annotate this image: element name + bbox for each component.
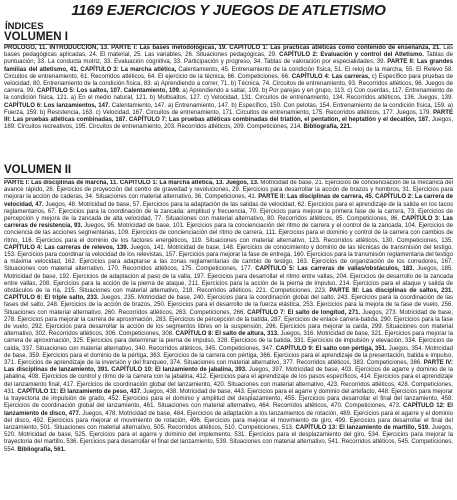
index-entry-heading: PARTE II: Las disciplinas de carrera, 45. CAPÍTULO 2: La carrera de velocidad, 47. bbox=[4, 194, 453, 208]
index-entry-text: Juegos, 189. Circuitos recreativos, 195. Circuitos de entrenamiento, 203. Recorridos atléticos, 209. Competiciones, 214. bbox=[4, 117, 453, 131]
volume-1-contents bbox=[4, 45, 453, 160]
index-entry-text: Motricidad de base, 21. Ejercicios de concienciación de la mecánica del avance rápido, 26. Ejercicios de proyección del centro de gravedad y revoluciones, 29. Ejercicios para desarrollar la acción de brazos y hombros, 31. Ejercicios para mejorar la acción de caderas, 34. Situaciones con material alternativo, 36. Competiciones, 41. bbox=[4, 180, 453, 201]
index-entry-heading: PARTE II: Las grandes familias del atletismo, 41. CAPÍTULO 3: La marcha atlética, bbox=[4, 59, 453, 73]
index-entry-heading: PARTE III: Las disciplinas de saltos, 231. CAPÍTULO 6: El triple salto, 233. bbox=[4, 288, 453, 302]
index-entry-text: Juegos, 438. Motricidad de base, 443. Ejercicios para el agarre y dominio del artefacto, 448. Ejercicios para mejorar la trayectoria de impulsión de grado, 452. Ejercicios para el dominio y amplitud del desplazamiento, 455. Ejercicios para desarrollar el final del lanzamiento, 458. Ejercicios de coordinación global del lanzamiento, 461. Situaciones con material alternativo, 464. Recorridos atléticos, 470. Competiciones, 473. bbox=[4, 388, 453, 410]
index-entry-text: Juegos, 235. Motricidad de base, 240. Ejercicios para la coordinación global del salto, 243. Ejercicios para la coordinación de las fases del salto, 248. Ejercicios de la acción de brazos, 250. Ejercicios para el desarrollo de la fuerza elástica, 253. Ejercicios para la mejora de la fase de vuelo, 256. Situaciones con material alternativo, 260. Recorridos atléticos, 263. Competiciones, 266. bbox=[4, 295, 453, 316]
index-entry-heading: CAPÍTULO 6: Los lanzamientos, 147. bbox=[4, 102, 110, 109]
index-entry-heading: Bibliografía, 221. bbox=[303, 124, 352, 131]
index-entry-text: Juegos, 273. Motricidad de base, 278. Ejercicios para mejorar la carrera de aproximación, 283. Ejercicios de percepción de la batida, 287. Ejercicios de enlace carrera-batida, 290. Ejercicios para la fase de vuelo, 292. Ejercicios para desarrollar la acción de los segmentos libres en la suspensión, 296. Ejercicios para mejorar la caída, 299. Situaciones con material alternativo, 302. Recorridos atléticos, 306. Competiciones, 308. bbox=[4, 309, 453, 338]
section-heading: ÍNDICES bbox=[5, 21, 44, 32]
index-entry-heading: CAPÍTULO 4: Las carreras de relevos, 139. bbox=[4, 244, 129, 251]
index-entry-text: Juegos, 397. Motricidad de base, 403. Ejercicios de agarre y dominio de la jabalina, 408. Ejercicios de control y ritmo de la carrera con la jabalina, 412. Ejercicios para el aprendizaje de los pasos específicos, 414. Ejercicios para el aprendizaje del lanzamiento final, 417. Ejercicios de coordinación global del lanzamiento, 420. Situaciones con material alternativo, 423. Recorridos atléticos, 428. Competiciones, 431. bbox=[4, 367, 453, 395]
index-entry-text: Juegos, 520. Motricidad de base, 525. Ejercicios para el agarre y dominio del implemento, 531. Ejercicios para el desplazamiento del giro, 534. Ejercicios para mejorar la trayectoria del martillo, 536. Ejercicios para desarrollar el final del lanzamiento, 539. Situaciones con material alternativo, 541. Recorridos atléticos, 545. Competiciones, 554. bbox=[4, 424, 453, 453]
index-entry-heading: PARTE I: Las disciplinas de marcha, 11. CAPÍTULO 1: La marcha atlética, 13. Juegos, 13. bbox=[4, 180, 259, 186]
index-entry-heading: PARTE IV: Las disciplinas de lanzamiento, 391. CAPÍTULO 10: El lanzamiento de jabalina, 393. bbox=[4, 360, 453, 374]
index-entry-text: Tablas de puntuación, 33. La conducta motriz, 33. Evaluación cognitiva, 33. Participación y progreso, 34. Tablas de valoración por especialidades, 39. bbox=[4, 52, 453, 66]
index-entry-text: Juegos, 48. Motricidad de base, 57. Ejercicios para la adaptación de las salidas de velocidad, 62. Ejercicios para el aprendizaje de la salida en los tacos reglamentarios, 67. Ejercicios para la coordinación de la zancada: amplitud y frecuencia, 70. Ejercicios para mejorar la primera fase de la carrera, 73. Ejercicios de percepción y mejora de la zancada de alta velocidad, 77. Situaciones con material alternativo, 80. Recorridos atléticos, 85. Competiciones, 86. bbox=[4, 201, 453, 223]
index-entry-heading: CAPÍTULO 8: El salto de altura, 313. bbox=[175, 331, 279, 338]
index-entry-heading: CAPÍTULO 5: Las carreras de vallas/obstáculos, 183. bbox=[255, 266, 415, 273]
index-entry-text: Calentamiento, 45. Entrenamiento de la condición física, 51. El reloj de la marcha, 55. El Relevo 58. Circuitos de entrenamiento, 61. Recorridos atléticos, 64. El ejercicio de la técnica, 66. Competiciones, 66. bbox=[4, 66, 453, 80]
index-entry-text: c) Específico para pruebas de velocidad, 80. Entrenamiento de la condición física, 83. a) Aprendiendo a correr, 71. b) Técnica, 74. Circuitos de entrenamiento, 93. Recorridos atléticos, 96. Juegos de carrera, 99. bbox=[4, 73, 453, 95]
index-entry-heading: CAPÍTULO 12: El lanzamiento de disco, 477. bbox=[4, 403, 453, 417]
volume-2-divider bbox=[4, 178, 453, 179]
index-entry-text: Juegos, 95. Motricidad de base, 101. Ejercicios para la concienciación del ritmo de carrera y el control de la zancada, 104. Ejercicios de conciencia de las acciones segmentarias, 109. Ejercicios de concienciación del ritmo de carrera, 111. Ejercicios para el dominio y control de la carrera con cambios de ritmo, 116. Ejercicios para el dominio de los factores energéticos, 119. Situaciones con material alternativo, 123. Recorridos atléticos, 130. Competiciones, 135. bbox=[4, 223, 453, 244]
volume-2-contents bbox=[4, 180, 453, 498]
index-entry-text: a) Aprendiendo a saltar, 109. b) Por parejas y en grupo, 113. c) Con cuerdas, 117. Entrenamiento de la condición física, 121. a) En el medio natural, 121. b) Multisaltos, 127. c) Velocidad, 131. Circuitos de entrenamiento, 134. Recorridos atléticos, 136. Juegos, 139. bbox=[4, 88, 453, 102]
index-entry-text: Calentamiento, 147. a) Entrenamiento, 147. b) Específico, 150. Con pelotas, 154. Entrenamiento de la condición física, 159. a) Fuerza, 159. b) Resistencia, 163. c) Velocidad, 167. Circuitos de entrenamiento, 171. Circuitos de entrenamiento, 175. Recorridos atléticos, 177. Juegos, 179. bbox=[4, 102, 453, 116]
volume-1-heading: VOLUMEN I bbox=[4, 31, 68, 43]
index-entry-text: Juegos, 354. Motricidad de base, 359. Ejercicios para el dominio de la pértiga, 363. Ejercicios de la carrera con pértiga, 366. Ejercicios para el aprendizaje de la presentación, batida e impulso, 371. Ejercicios de aprendizaje de la inversión y del franqueo, 374. Situaciones con material alternativo, 377. Recorridos atléticos, 383. Competiciones, 386. bbox=[4, 345, 453, 367]
index-entry-heading: CAPÍTULO 9: El salto con pértiga, 351. bbox=[275, 345, 387, 352]
index-entry-text: Juegos, 316. Motricidad de base, 321. Ejercicios para mejorar la carrera de aproximación, 325. Ejercicios para determinar la pierna de impulso, 328. Ejercicios de la batida, 331. Ejercicios de impulsión y elevación, 334. Ejercicios de caída, 337. Situaciones con material alternativo, 340. Recorridos atléticos, 345. Competiciones, 347. bbox=[4, 331, 453, 352]
index-entry-text: Juegos, 141. Motricidad de base, 148. Ejercicios de conocimiento y dominio de las técnicas de transmisión del testigo, 153. Ejercicios para coordinar la velocidad de los relevistas, 157. Ejercicios para mejorar la fase de entrega, 160. Ejercicios para la transmisión reglamentaria del testigo a máxima velocidad, 162. Ejercicios para adaptarse a las zonas reglamentarias de cambio de testigo, 163. Ejercicios de organización de los corredores, 167. Situaciones con material alternativo, 170. Recorridos atléticos, 175. Competiciones, 177. bbox=[4, 244, 453, 273]
index-entry-heading: PARTE III: Las pruebas atléticas combinadas, 187. CAPÍTULO 7: Las pruebas atléticas combinadas del triatlón, el pentatlón, el heptatlón y el decatlón, 187. bbox=[4, 109, 453, 124]
volume-2-heading: VOLUMEN II bbox=[4, 164, 72, 176]
index-entry-heading: Bibliografía, 561. bbox=[17, 446, 66, 453]
index-entry-text: Juegos, 478. Motricidad de base, 484. Ejercicios de adaptación a los lanzamientos de rotación, 489. Ejercicios para el agarre y el dominio del disco, 492. Ejercicios para mejorar el movimiento de rotación, 496. Ejercicios para mejorar el movimiento de giro, 499. Ejercicios para desarrollar el final del lanzamiento, 501. Situaciones con material alternativo, 505. Recorridos atléticos, 510. Competiciones, 513. bbox=[4, 410, 453, 431]
index-entry-heading: CAPÍTULO 5: Los saltos, 107. Calentamiento, 109. bbox=[36, 88, 181, 95]
index-entry-heading: PROLOGO, 11. INTRODUCCIÓN, 13. PARTE I: Las bases metodológicas, 19. CAPÍTULO 1: Las prácticas atléticas como contenido de enseñanza, 21. bbox=[4, 45, 441, 51]
index-entry-heading: CAPÍTULO 3: Las carreras de resistencia, 93. bbox=[4, 216, 453, 230]
index-entry-heading: CAPÍTULO 13: El lanzamiento de martillo, 519. bbox=[295, 424, 430, 431]
index-entry-text: Juegos, 185. Motricidad de base, 192. Ejercicios de adaptación al paso de la valla, 197. Ejercicios para desarrollar el ritmo entre vallas, 204. Ejercicios de desarrollo de la zancada entre vallas, 208. Ejercicios para la acción de la pierna de ataque, 211. Ejercicios para la acción de la pierna de impulso, 214. Ejercicios para el ataque y salida de obstáculos de la ría, 215. Situaciones con material alternativo, 218. Recorridos atléticos, 221. Competiciones, 223. bbox=[4, 266, 453, 295]
index-entry-heading: CAPÍTULO 11: El lanzamiento de peso, 437. bbox=[17, 388, 142, 395]
index-entry-text: Las bases pedagógicas aplicadas, 24. El material, 25. Las variables, 26. Situaciones pedagógicas, 29. bbox=[4, 45, 453, 59]
index-entry-heading: CAPÍTULO 4: Las carreras, bbox=[291, 73, 370, 80]
index-entry-heading: CAPÍTULO 2: Evaluación y control del Atletismo. bbox=[279, 52, 424, 59]
book-title: 1169 EJERCICIOS Y JUEGOS DE ATLETISMO bbox=[71, 2, 386, 19]
index-entry-heading: CAPÍTULO 7: El salto de longitud, 271. bbox=[247, 309, 361, 316]
